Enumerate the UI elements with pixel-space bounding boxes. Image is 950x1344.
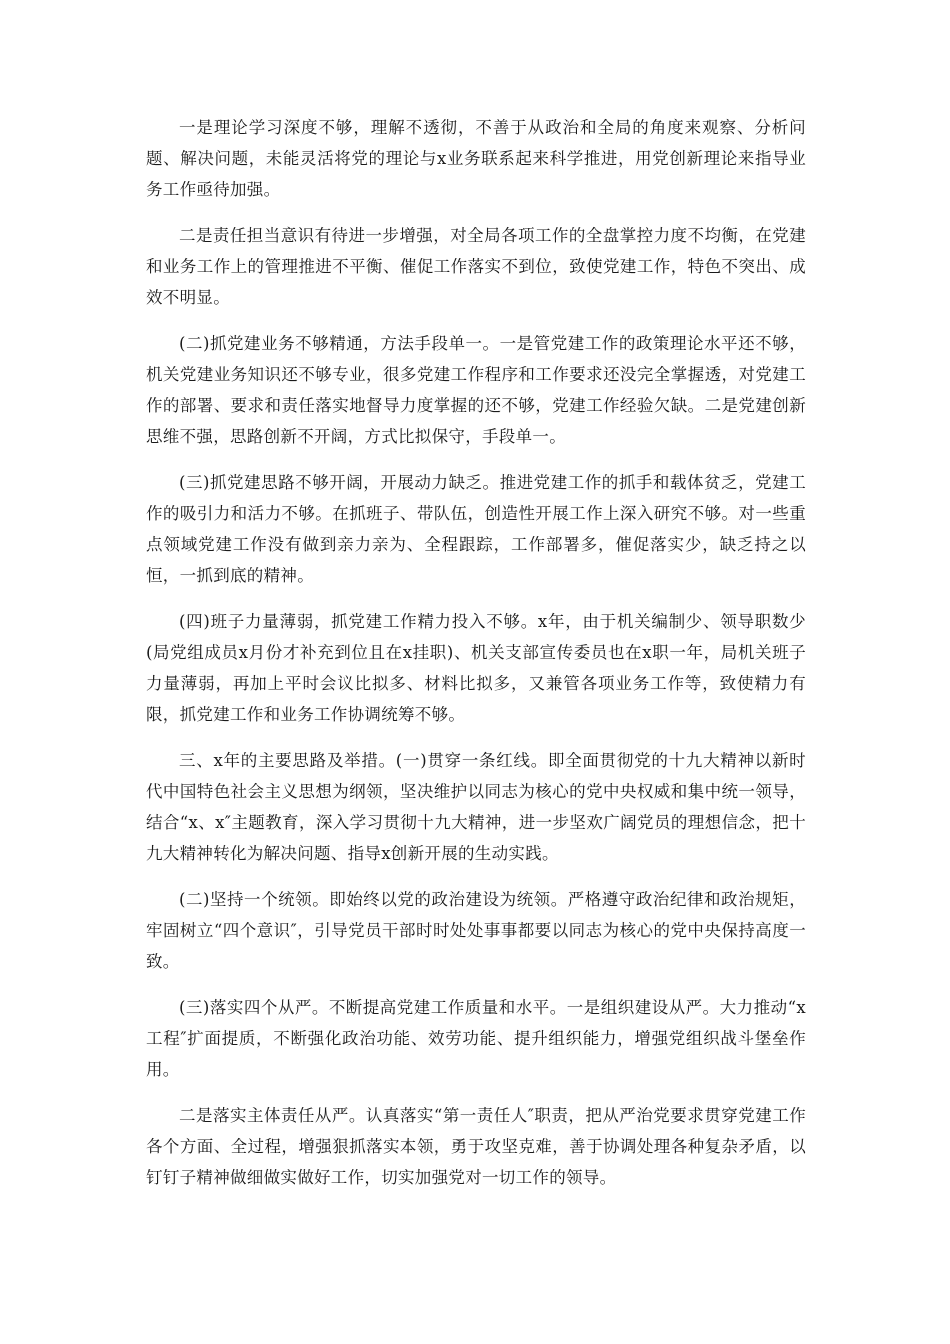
paragraph-7: (二)坚持一个统领。即始终以党的政治建设为统领。严格遵守政治纪律和政治规矩，牢固树立“四个意识″，引导党员干部时时处处事事都要以同志为核心的党中央保持高度一致。	[146, 890, 806, 971]
paragraph-4: (三)抓党建思路不够开阔，开展动力缺乏。推进党建工作的抓手和载体贫乏，党建工作的吸引力和活力不够。在抓班子、带队伍，创造性开展工作上深入研究不够。对一些重点领域党建工作没有做到亲力亲为、全程跟踪，工作部署多，催促落实少，缺乏持之以恒，一抓到底的精神。	[146, 473, 806, 585]
paragraph-6: 三、x年的主要思路及举措。(一)贯穿一条红线。即全面贯彻党的十九大精神以新时代中国特色社会主义思想为纲领，坚决维护以同志为核心的党中央权威和集中统一领导，结合“x、x″主题教育，深入学习贯彻十九大精神，进一步坚欢广阔党员的理想信念，把十九大精神转化为解决问题、指导x创新开展的生动实践。	[146, 751, 806, 863]
paragraph-1: 一是理论学习深度不够，理解不透彻，不善于从政治和全局的角度来观察、分析问题、解决问题，未能灵活将党的理论与x业务联系起来科学推进，用党创新理论来指导业务工作亟待加强。	[146, 118, 806, 199]
paragraph-8: (三)落实四个从严。不断提高党建工作质量和水平。一是组织建设从严。大力推动“x工程″扩面提质，不断强化政治功能、效劳功能、提升组织能力，增强党组织战斗堡垒作用。	[146, 998, 806, 1079]
document-body	[146, 112, 806, 1208]
paragraph-5: (四)班子力量薄弱，抓党建工作精力投入不够。x年，由于机关编制少、领导职数少(局党组成员x月份才补充到位且在x挂职)、机关支部宣传委员也在x职一年，局机关班子力量薄弱，再加上平时会议比拟多、材料比拟多，又兼管各项业务工作等，致使精力有限，抓党建工作和业务工作协调统筹不够。	[146, 612, 806, 724]
paragraph-3: (二)抓党建业务不够精通，方法手段单一。一是管党建工作的政策理论水平还不够，机关党建业务知识还不够专业，很多党建工作程序和工作要求还没完全掌握透，对党建工作的部署、要求和责任落实地督导力度掌握的还不够，党建工作经验欠缺。二是党建创新思维不强，思路创新不开阔，方式比拟保守，手段单一。	[146, 334, 806, 446]
paragraph-2: 二是责任担当意识有待进一步增强，对全局各项工作的全盘掌控力度不均衡，在党建和业务工作上的管理推进不平衡、催促工作落实不到位，致使党建工作，特色不突出、成效不明显。	[146, 226, 806, 307]
paragraph-9: 二是落实主体责任从严。认真落实“第一责任人″职责，把从严治党要求贯穿党建工作各个方面、全过程，增强狠抓落实本领，勇于攻坚克难，善于协调处理各种复杂矛盾，以钉钉子精神做细做实做好工作，切实加强党对一切工作的领导。	[146, 1106, 806, 1187]
